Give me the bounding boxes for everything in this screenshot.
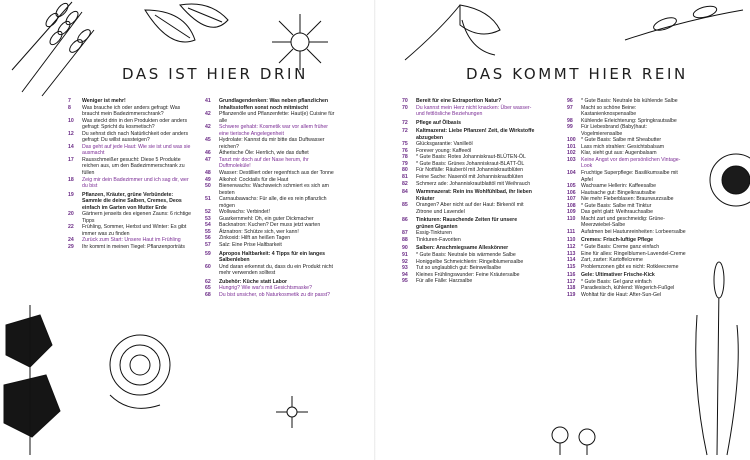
toc-page-number: 62	[205, 278, 211, 285]
toc-entry-title: Wachsame Hellerin: Kaffeesalbe	[581, 183, 656, 190]
toc-entry-title: Nie mehr Fieberblasen: Braunwurzsalbe	[581, 196, 674, 203]
toc-page-number: 57	[205, 242, 211, 249]
toc-entry-title: Keine Angst vor dem persönlichen Vintage-Look	[581, 156, 681, 170]
toc-entry-title: Macht so schöne Beine: Kastanienknospensalbe	[581, 104, 637, 118]
toc-page-number: 52	[205, 209, 211, 216]
toc-page-number: 112	[567, 244, 576, 251]
toc-page-number: 19	[68, 191, 74, 198]
toc-page-number: 60	[205, 263, 211, 270]
toc-entry-title: * Gute Basis: Neutrale bis kühlende Salbe	[581, 98, 678, 104]
toc-entry-title: Problemzonen gibt es nicht: Rotkleecreme	[581, 263, 679, 270]
toc-page-number: 110	[567, 215, 576, 222]
toc-entry-title: Salz: Eine Prise Haltbarkeit	[219, 242, 282, 249]
toc-page-number: 22	[68, 224, 74, 231]
toc-page-number: 102	[567, 150, 576, 157]
toc-page-number: 93	[402, 265, 408, 272]
toc-page-number: 118	[567, 285, 576, 292]
toc-entry-title: Ätznatron: Schütze sich, wer kann!	[219, 228, 299, 235]
toc-page-number: 78	[402, 154, 408, 161]
vanilla-flower-illustration	[400, 0, 510, 70]
toc-entry	[567, 170, 687, 183]
toc-page-number: 91	[402, 252, 408, 259]
toc-entry-title: Frühling, Sommer, Herbst und Winter: Es gibt immer was zu finden	[82, 224, 187, 237]
toc-page-number: 51	[205, 196, 211, 203]
toc-page-number: 53	[205, 215, 211, 222]
toc-page-number: 41	[205, 98, 211, 104]
toc-page-number: 18	[68, 176, 74, 183]
toc-entry-title: Schwere gehabt: Kosmetik war vor allem früher eine tierische Angelegenheit	[219, 124, 328, 137]
daisy-illustration	[265, 10, 335, 80]
toc-entry	[205, 251, 337, 264]
toc-entry-title: Du bist unsicher, ob Naturkosmetik zu dir passt?	[219, 291, 331, 298]
toc-page-number: 47	[205, 156, 211, 163]
toc-page-number: 68	[205, 291, 211, 298]
toc-entry	[205, 183, 337, 196]
toc-entry	[205, 264, 337, 277]
toc-entry-title: Tinkturen-Favoriten	[416, 236, 461, 243]
toc-entry-title: Kühlende Erleichterung: Springkrautsalbe	[581, 117, 677, 124]
toc-entry-title: Guarkernmehl: Oh, ein guter Dickmacher	[219, 215, 314, 222]
toc-page-number: 110	[567, 237, 576, 244]
toc-page-number: 85	[402, 202, 408, 209]
toc-entry	[205, 242, 337, 249]
toc-entry	[68, 157, 194, 177]
toc-entry-title: Bienenwachs: Wachsweich schmiert es sich am besten	[219, 183, 329, 196]
toc-entry-title: Alkohol: Cocktails für die Haut	[219, 176, 289, 183]
toc-entry	[402, 189, 536, 202]
toc-entry-title: Paradiesisch, kühlend: Wegerich-Fußgel	[581, 285, 675, 292]
toc-entry	[68, 192, 194, 212]
toc-page-number: 109	[567, 209, 576, 216]
toc-entry	[402, 278, 536, 285]
toc-entry-title: Zubehör: Küche statt Labor	[219, 278, 288, 285]
toc-page-number: 94	[402, 271, 408, 278]
toc-page-number: 116	[567, 272, 576, 279]
sunflower-illustration	[701, 140, 750, 250]
toc-entry-title: Fruchtige Superpflege: Basilikumsalbe mit Apfel	[581, 170, 678, 183]
toc-page-number: 50	[205, 183, 211, 190]
toc-page-number: 55	[205, 228, 211, 235]
toc-entry-title: Für Liebesbrand (Baby)haut: Vogelmierensalbe	[581, 124, 648, 137]
toc-page-number: 87	[402, 230, 408, 237]
left-page-heading: DAS IST HIER DRIN	[122, 65, 308, 83]
toc-entry-title: Glücksgarantie: Vanilleöl	[416, 141, 473, 148]
toc-page-number: 59	[205, 250, 211, 257]
rose-illustration	[100, 325, 180, 415]
toc-entry	[402, 202, 536, 215]
toc-entry-title: Gele: Ultimativer Frische-Kick	[581, 272, 655, 279]
toc-page-number: 80	[402, 167, 408, 174]
toc-entry-title: Wasser: Destilliert oder regenfrisch aus der Tonne	[219, 170, 334, 177]
toc-page-number: 49	[205, 176, 211, 183]
toc-page-number: 98	[567, 117, 573, 124]
toc-entry	[567, 229, 687, 236]
toc-page-number: 45	[205, 137, 211, 144]
toc-entry-title: Du sehnst dich nach Natürlichkeit oder anders gefragt: Du willst aussteigen?	[82, 130, 189, 144]
left-toc-column-1	[68, 98, 194, 251]
toc-page-number: 79	[402, 160, 408, 167]
toc-page-number: 108	[567, 202, 576, 209]
toc-entry-title: Für Notfälle: Räuberöl mit Johanniskrautblüten	[416, 167, 523, 174]
toc-page-number: 81	[402, 174, 408, 181]
toc-page-number: 101	[567, 143, 576, 150]
toc-page-number: 76	[402, 147, 408, 154]
toc-entry-title: Klar, sieht gut aus: Augenbalsam	[581, 150, 657, 157]
toc-entry-title: Cremes: Frisch-luftige Pflege	[581, 237, 654, 244]
toc-entry-title: Aufatmen bei Hautunreinheiten: Lorbeersalbe	[581, 228, 686, 235]
toc-page-number: 54	[205, 222, 211, 229]
toc-entry-title: Zeig mir dein Badezimmer und ich sag dir, wer du bist	[82, 176, 189, 190]
toc-page-number: 104	[567, 170, 576, 177]
toc-entry-title: Das geht auf jede Haut: Wie sie ist und was sie ausmacht	[82, 143, 191, 157]
toc-entry-title: * Gute Basis: Salbe mit Sheabutter	[581, 137, 662, 144]
toc-entry-title: Zart, zarter: Kartoffelcreme	[581, 257, 643, 264]
toc-page-number: 92	[402, 258, 408, 265]
toc-entry-title: Carnaubawachs: Für alle, die es rein pflanzlich mögen	[219, 196, 327, 209]
toc-entry-title: * Gute Basis: Rotes Johanniskraut-BLÜTEN-ÖL	[416, 154, 526, 161]
toc-page-number: 82	[402, 180, 408, 187]
toc-page-number: 97	[567, 104, 573, 111]
toc-entry-title: Tinkturen: Rauschende Zeiten für unsere grünen Giganten	[416, 217, 518, 230]
leaves-illustration	[140, 0, 230, 60]
toc-entry-title: Hydrolate: Kannst du mir bitte das Duftwasser reichen?	[219, 137, 325, 150]
toc-entry	[205, 124, 337, 137]
toc-entry	[402, 120, 536, 127]
toc-entry-title: Das geht glatt: Weihrauchsalbe	[581, 209, 653, 216]
toc-entry-title: Forever young: Kaffeeöl	[416, 147, 472, 154]
toc-page-number: 10	[68, 117, 74, 124]
toc-entry-title: Für alle Fälle: Harzsalbe	[416, 278, 473, 285]
toc-entry-title: Hautsache gut: Bingelkrautsalbe	[581, 189, 656, 196]
toc-page-number: 84	[402, 189, 408, 196]
toc-entry	[567, 124, 687, 137]
toc-entry-title: * Gute Basis: Creme ganz einfach	[581, 244, 660, 251]
toc-entry-title: Kleines Frühlingswunder: Feine Kräutersalbe	[416, 271, 520, 278]
toc-entry	[68, 131, 194, 144]
toc-page-number: 119	[567, 291, 576, 298]
toc-entry	[402, 105, 536, 118]
toc-entry-title: Wollwachs: Verbindet!	[219, 209, 270, 216]
toc-entry-title: Tut so unglaublich gut: Beinwellsalbe	[416, 265, 502, 272]
toc-entry-title: Grundlagendenken: Was neben pflanzlichen Inhaltsstoffen sonst noch mitmischt	[219, 98, 329, 111]
toc-entry	[567, 157, 687, 170]
toc-entry	[567, 105, 687, 118]
toc-entry-title: Weniger ist mehr!	[82, 98, 126, 104]
toc-entry-title: Pflanzenöle und Pflanzenfette: Haut(e) Cuisine für alle	[219, 111, 335, 124]
plantain-illustration	[687, 255, 747, 455]
toc-entry-title: * Gute Basis: Grünes Johanniskraut-BLATT-ÖL	[416, 160, 525, 167]
toc-entry-title: Pflege auf Ölbasis	[416, 119, 461, 126]
toc-entry-title: Pflanzen, Kräuter, grüne Verbündete: Sammle die deine Salben, Cremes, Deos einfach im Garten von Mutter Erde	[82, 191, 182, 211]
toc-page-number: 14	[68, 143, 74, 150]
right-toc-column-2	[567, 98, 687, 298]
toc-page-number: 70	[402, 104, 408, 111]
toc-page-number: 114	[567, 257, 576, 264]
toc-entry-title: Zinkoxid: Hilft an heißen Tagen	[219, 235, 291, 242]
toc-page-number: 113	[567, 250, 576, 257]
toc-entry	[567, 216, 687, 229]
small-flower-illustration	[272, 392, 312, 432]
toc-entry	[402, 217, 536, 230]
toc-entry	[68, 118, 194, 131]
toc-entry-title: Tanzt mir doch auf der Nase herum, ihr Duftmoleküle!	[219, 156, 309, 170]
toc-page-number: 48	[205, 170, 211, 177]
toc-page-number: 72	[402, 128, 408, 135]
toc-page-number: 90	[402, 245, 408, 252]
toc-entry	[205, 157, 337, 170]
toc-entry	[205, 137, 337, 150]
toc-page-number: 106	[567, 189, 576, 196]
toc-entry-title: Warmmazerat: Rein ins Wohlfühlbad, ihr lieben Kräuter	[416, 189, 532, 202]
toc-page-number: 8	[68, 104, 71, 111]
toc-page-number: 65	[205, 285, 211, 292]
toc-entry-title: Schmerz ade: Johanniskrautblattöl mit Weihrauch	[416, 180, 531, 187]
right-page	[375, 0, 750, 460]
toc-entry	[567, 292, 687, 299]
toc-entry	[567, 264, 687, 271]
toc-entry	[68, 244, 194, 251]
toc-entry-title: Honiggelbe Schmeichlerin: Ringelblumensalbe	[416, 258, 524, 265]
toc-entry-title: Backnatron: Kuchen? Der muss jetzt warten	[219, 222, 321, 229]
toc-page-number: 75	[402, 141, 408, 148]
toc-entry	[205, 292, 337, 299]
toc-entry-title: Eine für alles: Ringelblumen-Lavendel-Creme	[581, 250, 686, 257]
toc-entry-title: Du kannst mein Herz nicht knacken: Über wasser- und fettlösliche Beziehungen	[416, 104, 532, 118]
toc-entry-title: Was steckt drin in den Produkten oder anders gefragt: Spricht du kosmetisch?	[82, 117, 188, 131]
toc-entry-title: Und daran erkennst du, dass du ein Produkt nicht mehr verwenden solltest	[219, 263, 333, 277]
toc-entry	[402, 181, 536, 188]
toc-page-number: 46	[205, 150, 211, 157]
toc-page-number: 99	[567, 124, 573, 131]
toc-entry	[68, 105, 194, 118]
toc-entry-title: Orangen? Aber nicht auf der Haut: Birkenöl mit Zitrone und Lavendel	[416, 202, 524, 215]
toc-entry	[68, 144, 194, 157]
lavender-illustration	[2, 0, 112, 100]
toc-entry-title: Essig-Tinkturen	[416, 230, 452, 237]
right-page-heading: DAS KOMMT HIER REIN	[466, 65, 688, 83]
toc-page-number: 70	[402, 98, 408, 104]
toc-page-number: 105	[567, 183, 576, 190]
left-toc-column-2	[205, 98, 337, 298]
toc-page-number: 12	[68, 130, 74, 137]
toc-entry-title: Kaltmazerat: Liebe Pflanzen! Zeit, die Wirkstoffe abzugeben	[416, 128, 535, 141]
toc-entry	[402, 237, 536, 244]
toc-entry-title: Bereit für eine Extraportion Natur?	[416, 98, 502, 104]
toc-entry-title: Ätherische Öle: Herrlich, wie das duftet	[219, 150, 309, 157]
toc-entry	[68, 177, 194, 190]
toc-entry-title: Zurück zum Start: Unsere Haut im Frühling	[82, 237, 181, 244]
toc-entry-title: * Gute Basis: Gel ganz einfach	[581, 278, 652, 285]
toc-page-number: 20	[68, 211, 74, 218]
toc-entry-title: Lass mich strahlen: Gesichtsbalsam	[581, 143, 665, 150]
toc-entry	[205, 111, 337, 124]
right-toc-column-1	[402, 98, 536, 285]
toc-page-number: 72	[402, 119, 408, 126]
toc-entry-title: Feine Sache: Nasenöl mit Johanniskrautblüten	[416, 174, 524, 181]
toc-page-number: 24	[68, 237, 74, 244]
wildflower-illustration	[545, 415, 605, 455]
toc-page-number: 117	[567, 278, 576, 285]
toc-page-number: 56	[205, 235, 211, 242]
toc-entry	[402, 128, 536, 141]
toc-page-number: 100	[567, 137, 576, 144]
toc-entry-title: Rausschmeißer gesucht: Diese 5 Produkte reichen aus, um den Badezimmerschrank zu füllen	[82, 156, 185, 177]
toc-page-number: 107	[567, 196, 576, 203]
toc-page-number: 111	[567, 228, 576, 235]
toc-entry-title: Hungrig? Wie war's mit Gesichtsmaske?	[219, 285, 312, 292]
toc-page-number: 115	[567, 263, 576, 270]
toc-entry-title: Macht zart und geschmeidig: Grüne-Meerzwiebel-Salbe	[581, 215, 665, 229]
toc-entry-title: Was brauche ich oder anders gefragt: Was braucht mein Badezimmerschrank?	[82, 104, 181, 118]
toc-page-number: 95	[402, 278, 408, 285]
toc-page-number: 42	[205, 124, 211, 131]
toc-entry-title: Wohltat für die Haut: After-Sun-Gel	[581, 291, 662, 298]
branch-illustration	[625, 0, 745, 60]
toc-entry-title: * Gute Basis: Neutrale bis wärmende Salbe	[416, 252, 516, 259]
toc-entry-title: Gärtnern jenseits des eigenen Zauns: 6 richtige Tipps	[82, 211, 192, 224]
toc-entry-title: Salben: Anschmiegsame Alleskönner	[416, 245, 509, 252]
toc-entry-title: Ihr kommt in meinen Tiegel: Pflanzenporträts	[82, 244, 185, 251]
toc-page-number: 17	[68, 156, 74, 163]
toc-entry	[205, 196, 337, 209]
toc-entry	[205, 98, 337, 111]
toc-entry-title: * Gute Basis: Salbe mit Tinktur	[581, 202, 652, 209]
toc-page-number: 7	[68, 98, 71, 104]
toc-page-number: 103	[567, 156, 576, 163]
toc-page-number: 96	[567, 98, 573, 104]
toc-page-number: 86	[402, 217, 408, 224]
toc-entry	[68, 211, 194, 224]
toc-page-number: 29	[68, 244, 74, 251]
toc-entry	[68, 224, 194, 237]
toc-page-number: 42	[205, 111, 211, 118]
nettle-illustration	[0, 305, 68, 455]
toc-entry-title: Apropos Haltbarkeit: 4 Tipps für ein langes Salbenleben	[219, 250, 325, 264]
toc-page-number: 88	[402, 236, 408, 243]
